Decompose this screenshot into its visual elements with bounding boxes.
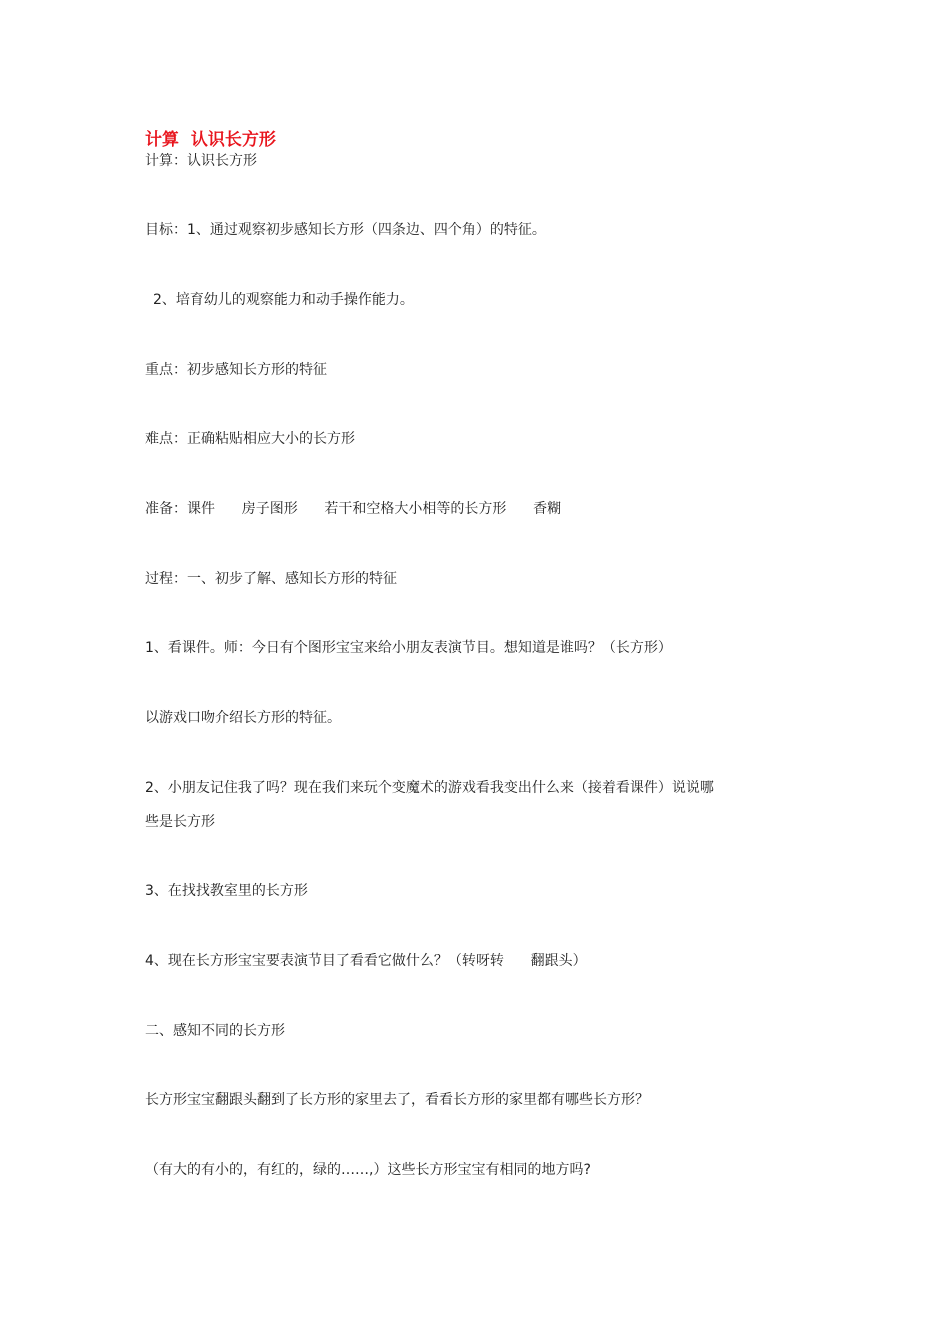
paragraph-house: 长方形宝宝翻跟头翻到了长方形的家里去了，看看长方形的家里都有哪些长方形？ xyxy=(145,1092,649,1108)
paragraph-step-2: 2、小朋友记住我了吗？现在我们来玩个变魔术的游戏看我变出什么来（接着看课件）说说哪 xyxy=(145,780,714,796)
paragraph-key-point: 重点：初步感知长方形的特征 xyxy=(145,362,327,378)
paragraph-step-3: 3、在找找教室里的长方形 xyxy=(145,883,308,899)
paragraph-goal-1: 目标：1、通过观察初步感知长方形（四条边、四个角）的特征。 xyxy=(145,222,546,238)
paragraph-compare: （有大的有小的，有红的，绿的……,）这些长方形宝宝有相同的地方吗? xyxy=(145,1162,591,1178)
paragraph-section-2: 二、感知不同的长方形 xyxy=(145,1023,285,1039)
paragraph-process: 过程：一、初步了解、感知长方形的特征 xyxy=(145,571,397,587)
paragraph-step-2-cont: 些是长方形 xyxy=(145,814,215,830)
document-title: 计算 认识长方形 xyxy=(145,130,276,150)
paragraph-step-4: 4、现在长方形宝宝要表演节目了看看它做什么？（转呀转 翻跟头） xyxy=(145,953,587,969)
paragraph-difficulty: 难点：正确粘贴相应大小的长方形 xyxy=(145,431,355,447)
paragraph-preparation: 准备：课件 房子图形 若干和空格大小相等的长方形 香糊 xyxy=(145,501,562,517)
paragraph-goal-2: 2、培育幼儿的观察能力和动手操作能力。 xyxy=(153,292,414,308)
paragraph-step-1: 1、看课件。师：今日有个图形宝宝来给小朋友表演节目。想知道是谁吗？（长方形） xyxy=(145,640,672,656)
document-subtitle: 计算：认识长方形 xyxy=(145,153,257,169)
paragraph-game-intro: 以游戏口吻介绍长方形的特征。 xyxy=(145,710,341,726)
